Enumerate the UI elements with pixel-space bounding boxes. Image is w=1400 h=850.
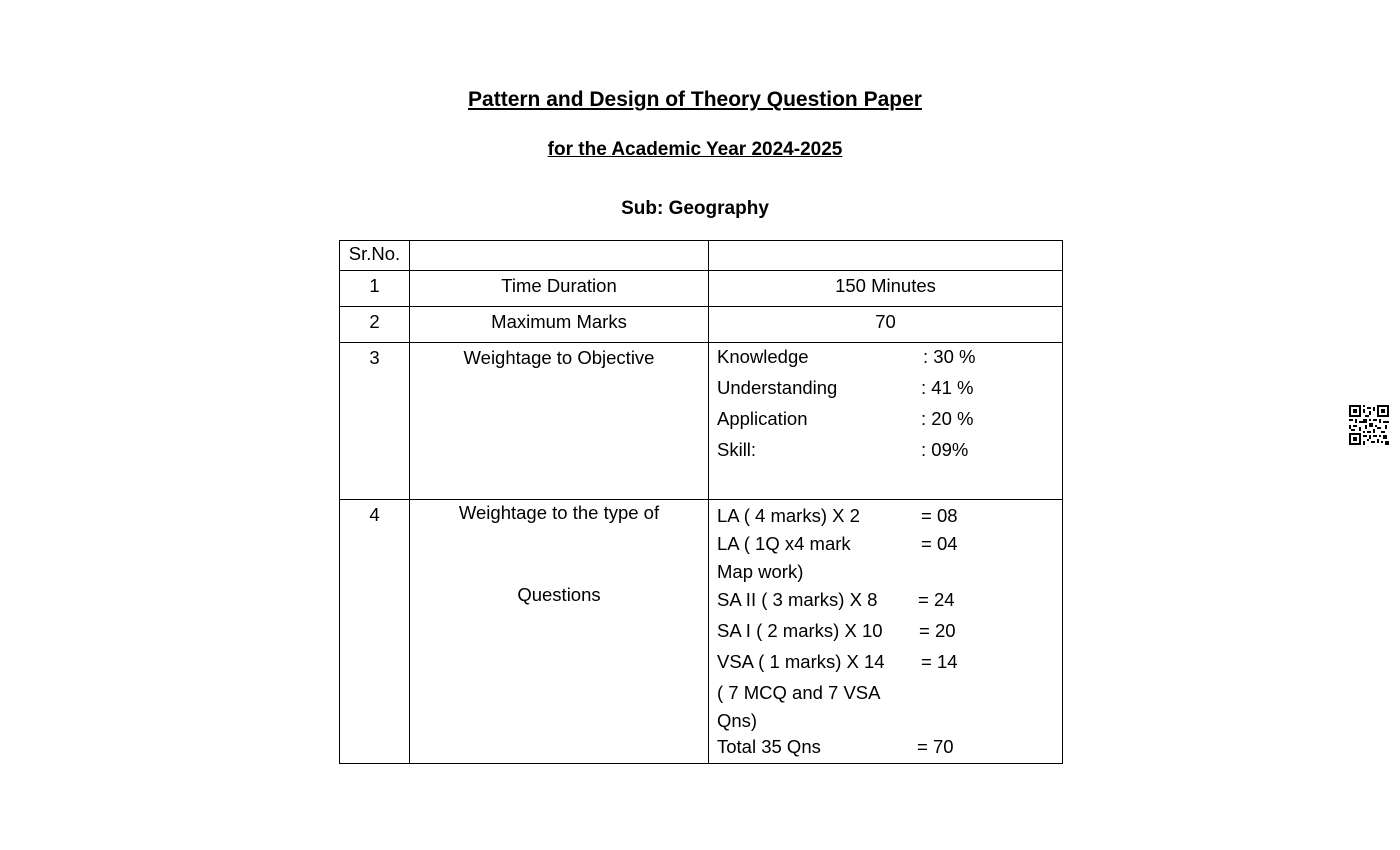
question-type-marks: = 20: [919, 620, 956, 641]
question-type-marks: = 08: [921, 505, 958, 526]
empty-header-cell: [410, 241, 709, 271]
academic-year-heading: for the Academic Year 2024-2025: [547, 139, 843, 160]
question-type-name: LA ( 1Q x4 mark: [717, 533, 851, 554]
question-type-marks: = 04: [921, 533, 958, 554]
objective-item: [717, 343, 1062, 374]
table-row: [340, 307, 1063, 343]
question-type-item: [717, 617, 1062, 648]
question-type-item: [717, 707, 1062, 733]
pattern-table: [339, 240, 1063, 764]
objective-item: [717, 405, 1062, 436]
row-label: Time Duration: [410, 271, 709, 307]
question-type-name: SA I ( 2 marks) X 10: [717, 620, 883, 641]
objective-name: Skill:: [717, 439, 757, 460]
question-type-item: [717, 648, 1062, 679]
question-type-total: [717, 733, 1062, 759]
question-type-name: Total 35 Qns: [717, 736, 821, 757]
objective-item: [717, 374, 1062, 405]
table-row: [340, 271, 1063, 307]
table-row: [340, 500, 1063, 764]
question-type-name: VSA ( 1 marks) X 14: [717, 651, 885, 672]
objective-weightage-cell: [709, 343, 1063, 500]
objective-percent: : 09%: [921, 439, 969, 460]
question-type-name: ( 7 MCQ and 7 VSA: [717, 682, 881, 703]
row-number: 4: [340, 500, 410, 764]
question-type-name: SA II ( 3 marks) X 8: [717, 589, 878, 610]
row-label-top: Weightage to the type of: [458, 502, 660, 523]
objective-percent: : 20 %: [921, 408, 974, 429]
objective-name: Knowledge: [717, 346, 809, 367]
table-header-row: [340, 241, 1063, 271]
question-type-marks: = 70: [917, 736, 954, 757]
row-number: 2: [340, 307, 410, 343]
objective-percent: : 41 %: [921, 377, 974, 398]
question-type-name: Map work): [717, 561, 804, 582]
row-label: Maximum Marks: [410, 307, 709, 343]
row-label-cell: [410, 500, 709, 764]
table-row: [340, 343, 1063, 500]
empty-header-cell: [709, 241, 1063, 271]
question-type-item: [717, 586, 1062, 617]
row-label-bottom: Questions: [517, 584, 601, 605]
question-type-cell: [709, 500, 1063, 764]
row-value: 70: [709, 307, 1063, 343]
question-type-name: LA ( 4 marks) X 2: [717, 505, 860, 526]
question-type-marks: = 24: [918, 589, 955, 610]
question-type-marks: = 14: [921, 651, 958, 672]
question-type-item: [717, 530, 1062, 558]
question-type-item: [717, 500, 1062, 530]
question-type-item: [717, 558, 1062, 586]
objective-percent: : 30 %: [923, 346, 976, 367]
qr-code-icon: [1349, 405, 1389, 445]
subject-heading: Sub: Geography: [621, 198, 769, 219]
sr-no-header: Sr.No.: [340, 241, 410, 271]
row-value: 150 Minutes: [709, 271, 1063, 307]
objective-item: [717, 436, 1062, 467]
objective-name: Application: [717, 408, 808, 429]
question-type-name: Qns): [717, 710, 758, 731]
row-number: 1: [340, 271, 410, 307]
row-label: Weightage to Objective: [410, 343, 709, 500]
document-title: Pattern and Design of Theory Question Paper: [468, 88, 922, 111]
objective-name: Understanding: [717, 377, 838, 398]
row-number: 3: [340, 343, 410, 500]
question-type-item: [717, 679, 1062, 707]
